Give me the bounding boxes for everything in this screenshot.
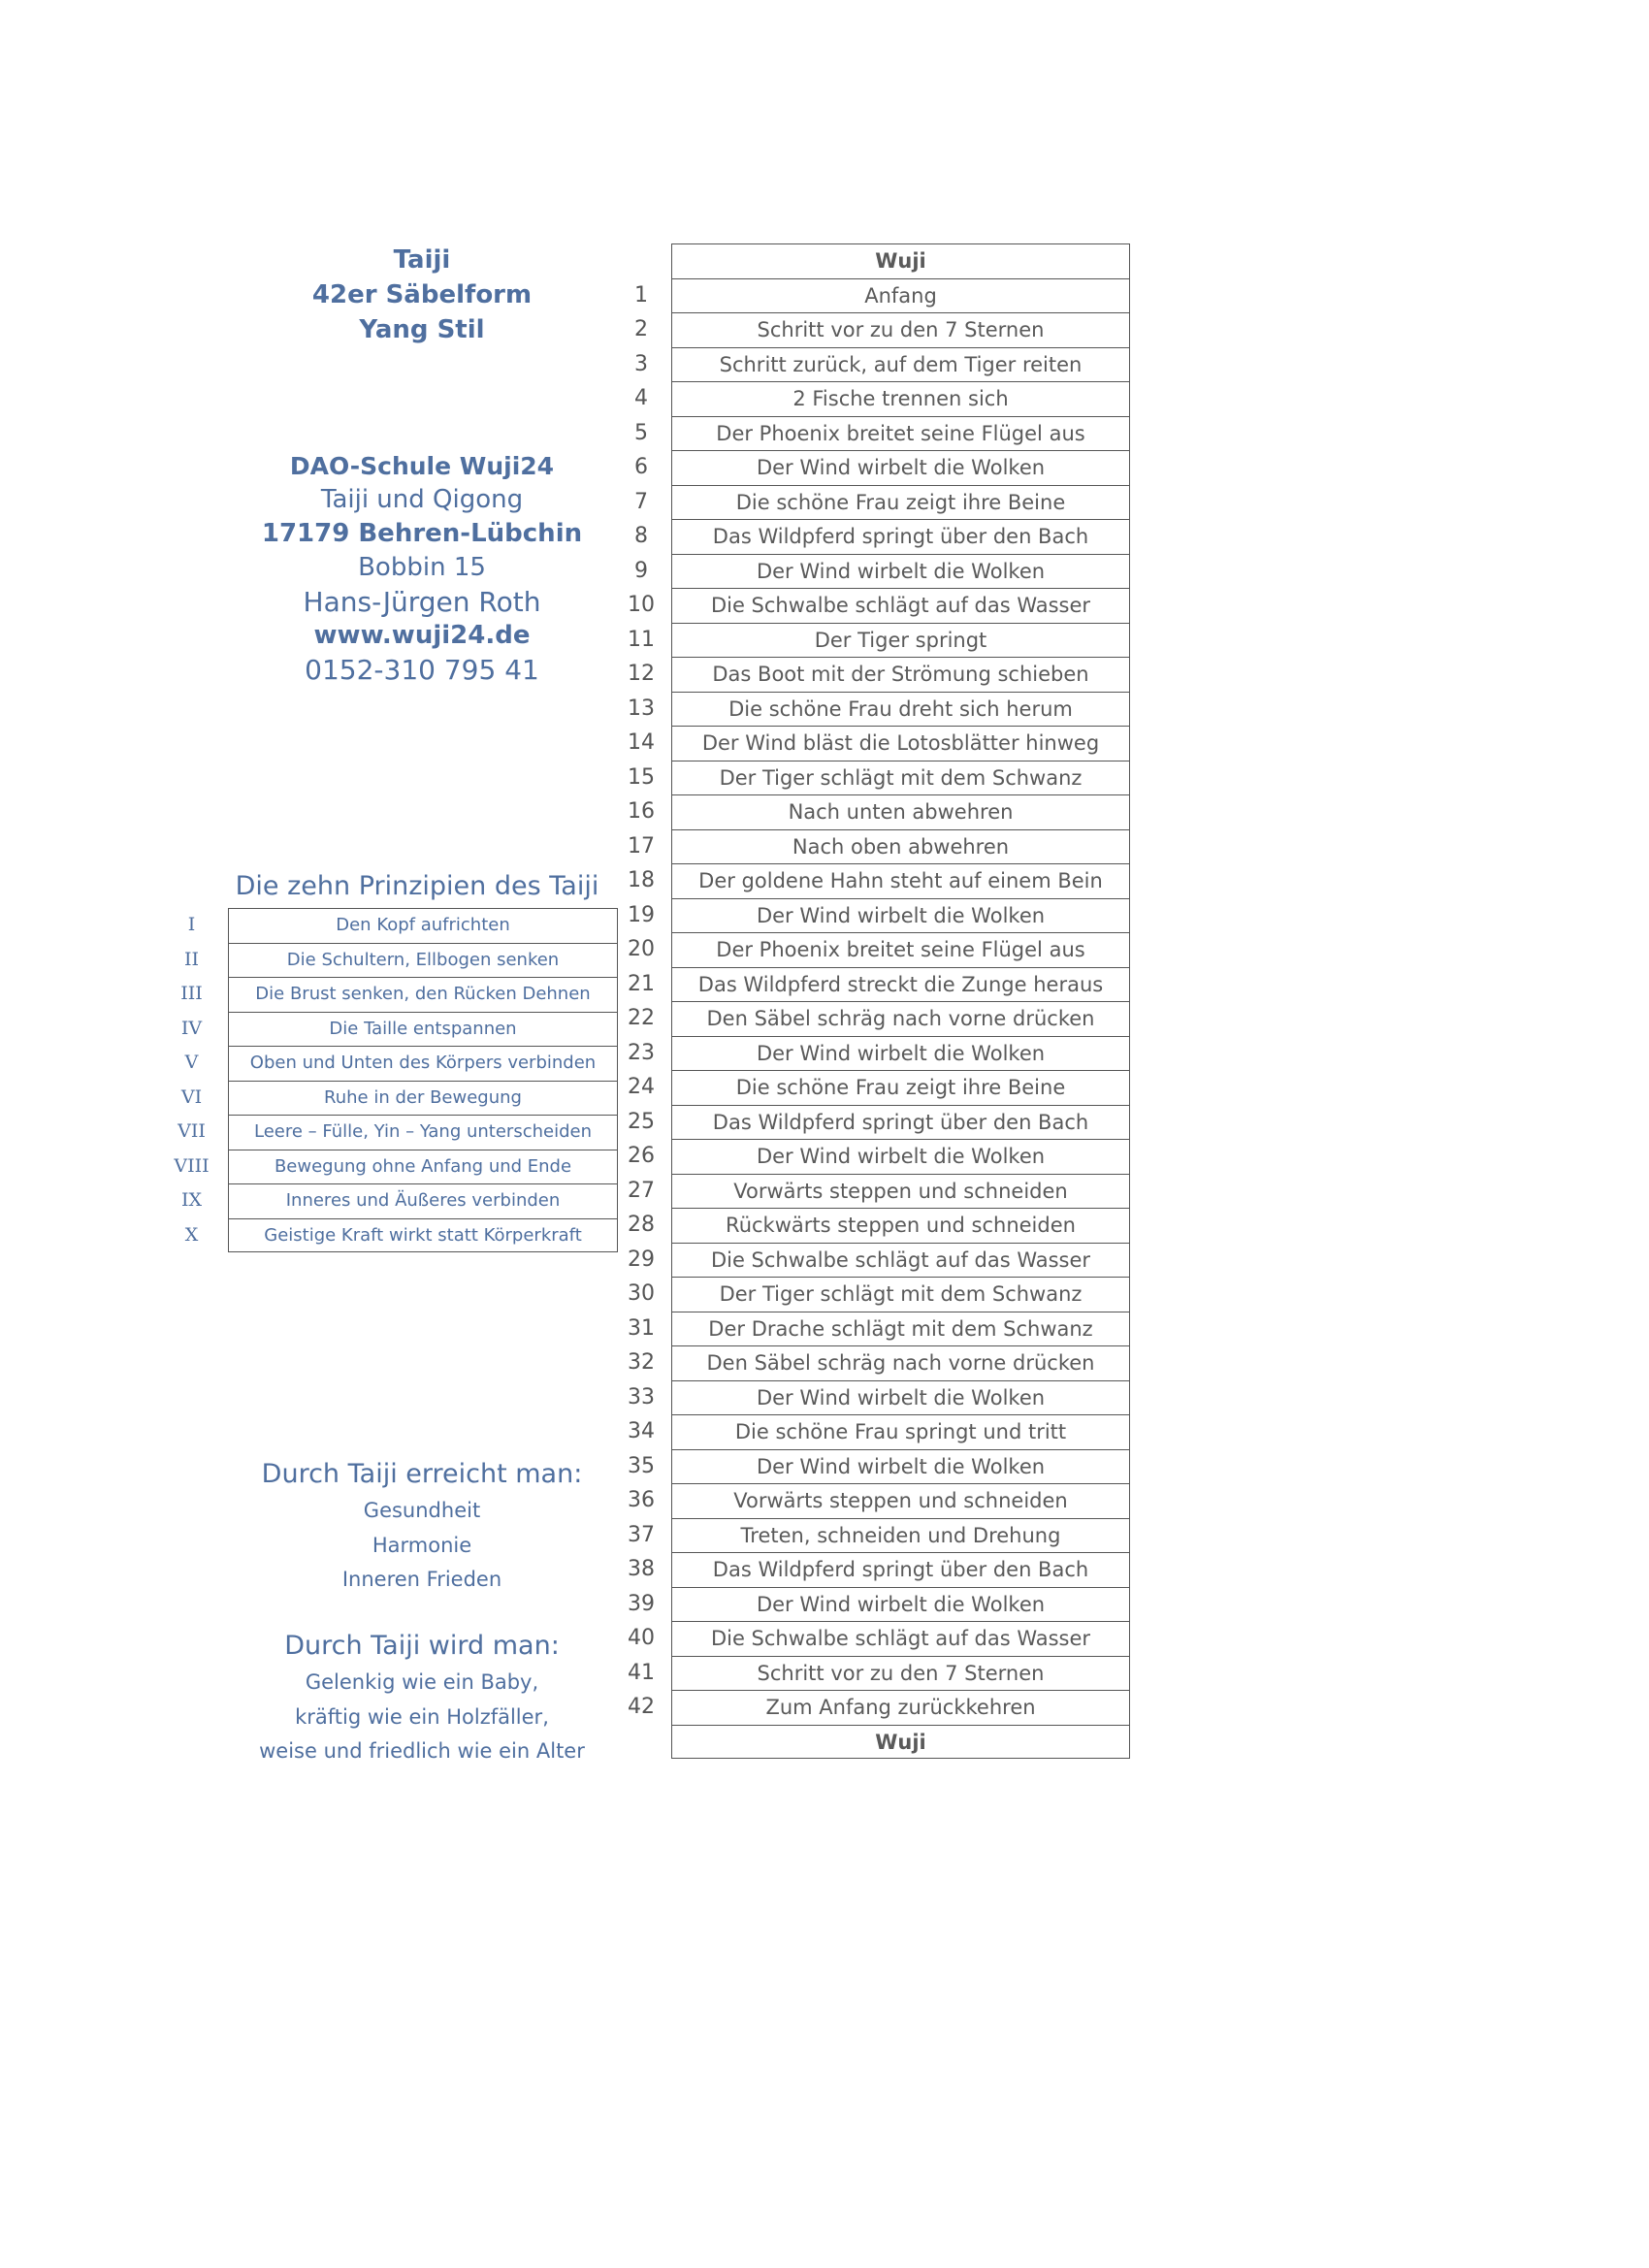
move-name: Die schöne Frau dreht sich herum [671,692,1130,727]
move-name: Die schöne Frau springt und tritt [671,1414,1130,1449]
principle-numeral: VIII [174,1154,210,1177]
move-number: 9 [634,558,648,583]
move-number: 10 [628,593,655,617]
move-row [611,1277,1130,1312]
move-name: Schritt vor zu den 7 Sternen [671,312,1130,347]
move-number: 29 [628,1247,655,1272]
principle-row [155,1081,618,1116]
principle-text: Geistige Kraft wirkt statt Körperkraft [228,1218,618,1253]
move-name: Vorwärts steppen und schneiden [671,1174,1130,1209]
principle-row [155,1183,618,1218]
move-number: 37 [628,1522,655,1547]
move-number: 33 [628,1384,655,1409]
school-street: Bobbin 15 [358,553,486,582]
move-row [611,863,1130,898]
school-website: www.wuji24.de [313,621,531,650]
principle-numeral: IX [180,1189,203,1211]
become-item: Gelenkig wie ein Baby, [305,1670,539,1694]
move-number: 35 [628,1453,655,1478]
title-block [175,243,669,347]
move-number: 28 [628,1213,655,1237]
move-name: Das Wildpferd streckt die Zunge heraus [671,967,1130,1002]
move-name: Das Wildpferd springt über den Bach [671,1552,1130,1587]
move-number: 2 [634,317,648,341]
move-number: 31 [628,1315,655,1341]
move-number: 6 [634,455,648,479]
move-row [611,1312,1130,1346]
move-name: Die Schwalbe schlägt auf das Wasser [671,1243,1130,1278]
school-person: Hans-Jürgen Roth [303,586,541,618]
move-name: Der Wind wirbelt die Wolken [671,1036,1130,1071]
principle-text: Bewegung ohne Anfang und Ende [228,1150,618,1184]
principle-numeral: V [184,1052,199,1073]
move-number: 25 [628,1109,655,1134]
school-phone: 0152-310 795 41 [305,654,539,686]
move-row [611,1036,1130,1071]
principle-row [155,943,618,978]
achieve-item: Gesundheit [363,1499,481,1522]
move-number: 14 [628,730,655,755]
move-row [611,1001,1130,1036]
move-number: 30 [628,1281,655,1306]
school-info [175,449,669,687]
move-row [611,347,1130,382]
move-name: Nach oben abwehren [671,829,1130,864]
move-name: Treten, schneiden und Drehung [671,1518,1130,1553]
move-name: Der Tiger springt [671,623,1130,658]
achieve-block [223,1455,621,1598]
principle-numeral: VII [178,1120,206,1142]
school-subtitle: Taiji und Qigong [320,485,524,514]
principle-row [155,1218,618,1253]
move-row [611,1243,1130,1278]
move-name: Zum Anfang zurückkehren [671,1690,1130,1725]
move-name: Der Wind wirbelt die Wolken [671,1587,1130,1622]
move-name: Das Wildpferd springt über den Bach [671,1105,1130,1140]
move-name: Die Schwalbe schlägt auf das Wasser [671,588,1130,623]
move-number: 40 [628,1626,655,1650]
become-heading: Durch Taiji wird man: [284,1631,560,1661]
move-name: Der Phoenix breitet seine Flügel aus [671,932,1130,967]
moves-table [611,243,1130,1759]
move-number: 23 [628,1040,655,1065]
move-name: Anfang [671,278,1130,313]
move-name: Der goldene Hahn steht auf einem Bein [671,863,1130,898]
move-row [611,381,1130,416]
move-row [611,1552,1130,1587]
principle-text: Leere – Fülle, Yin – Yang unterscheiden [228,1115,618,1150]
school-name: DAO-Schule Wuji24 [289,452,555,480]
move-row [611,1139,1130,1174]
principles-heading: Die zehn Prinzipien des Taiji [235,871,599,901]
move-row [611,898,1130,933]
move-number: 8 [634,524,648,548]
move-row [611,1656,1130,1691]
move-number [611,243,671,278]
move-number: 27 [628,1178,655,1203]
move-number [611,1725,671,1760]
move-name: Wuji [671,243,1130,278]
principle-text: Die Taille entspannen [228,1012,618,1047]
move-row [611,829,1130,864]
move-number: 13 [628,696,655,721]
move-number: 38 [628,1557,655,1581]
move-row [611,1414,1130,1449]
move-name: Rückwärts steppen und schneiden [671,1208,1130,1243]
move-row [611,588,1130,623]
move-number: 20 [628,937,655,961]
principle-row [155,1012,618,1047]
move-number: 19 [628,902,655,927]
move-name: Die schöne Frau zeigt ihre Beine [671,1070,1130,1105]
move-name: Den Säbel schräg nach vorne drücken [671,1345,1130,1380]
principle-numeral: IV [180,1017,203,1039]
title-line-3: Yang Stil [359,315,485,344]
move-name: Der Wind bläst die Lotosblätter hinweg [671,726,1130,761]
move-number: 11 [628,627,655,652]
move-name: Die Schwalbe schlägt auf das Wasser [671,1621,1130,1656]
move-row [611,1449,1130,1484]
move-number: 5 [634,420,648,445]
principle-text: Oben und Unten des Körpers verbinden [228,1046,618,1081]
move-number: 39 [628,1591,655,1616]
move-row [611,967,1130,1002]
move-row [611,1345,1130,1380]
move-row [611,794,1130,829]
move-number: 16 [628,799,655,824]
move-row [611,485,1130,520]
move-row [611,1621,1130,1656]
move-row [611,623,1130,658]
move-name: Nach unten abwehren [671,794,1130,829]
move-number: 34 [628,1419,655,1443]
become-item: kräftig wie ein Holzfäller, [295,1704,549,1729]
move-number: 4 [634,386,648,410]
principle-row [155,977,618,1012]
move-row [611,692,1130,727]
achieve-item: Harmonie [372,1533,472,1557]
principle-row [155,1150,618,1184]
move-row [611,1518,1130,1553]
move-number: 42 [628,1695,655,1719]
move-name: 2 Fische trennen sich [671,381,1130,416]
principle-text: Die Schultern, Ellbogen senken [228,943,618,978]
become-block [223,1627,621,1769]
principle-numeral: X [184,1223,199,1246]
move-name: Das Boot mit der Strömung schieben [671,657,1130,692]
school-city: 17179 Behren-Lübchin [261,519,583,548]
move-number: 15 [628,764,655,790]
move-number: 7 [634,489,648,514]
move-row [611,932,1130,967]
principle-numeral: III [180,983,203,1004]
move-row [611,519,1130,554]
move-number: 17 [628,833,655,859]
move-number: 1 [634,282,648,308]
move-number: 3 [634,351,648,376]
move-row [611,1070,1130,1105]
move-name: Die schöne Frau zeigt ihre Beine [671,485,1130,520]
move-name: Vorwärts steppen und schneiden [671,1483,1130,1518]
move-row [611,554,1130,589]
move-name: Der Tiger schlägt mit dem Schwanz [671,761,1130,795]
principles-table [155,908,618,1252]
move-number: 24 [628,1075,655,1099]
move-name: Wuji [671,1725,1130,1760]
move-name: Der Drache schlägt mit dem Schwanz [671,1312,1130,1346]
move-name: Der Wind wirbelt die Wolken [671,898,1130,933]
move-row [611,278,1130,313]
move-row [611,657,1130,692]
move-row [611,726,1130,761]
move-name: Schritt vor zu den 7 Sternen [671,1656,1130,1691]
become-item: weise und friedlich wie ein Alter [259,1739,585,1763]
move-row [611,1587,1130,1622]
move-name: Der Phoenix breitet seine Flügel aus [671,416,1130,451]
move-row [611,1690,1130,1725]
principle-numeral: I [187,914,196,935]
principle-row [155,908,618,943]
move-row [611,1105,1130,1140]
move-name: Der Wind wirbelt die Wolken [671,1139,1130,1174]
title-line-2: 42er Säbelform [311,280,533,309]
move-row [611,312,1130,347]
move-row [611,1208,1130,1243]
move-number: 22 [628,1006,655,1030]
move-row [611,243,1130,278]
title-line-1: Taiji [393,245,451,275]
principle-numeral: II [183,948,199,970]
move-name: Das Wildpferd springt über den Bach [671,519,1130,554]
move-row [611,1725,1130,1760]
move-number: 26 [628,1144,655,1168]
principle-numeral: VI [180,1085,203,1108]
move-name: Der Wind wirbelt die Wolken [671,1449,1130,1484]
move-name: Der Wind wirbelt die Wolken [671,554,1130,589]
principle-text: Ruhe in der Bewegung [228,1081,618,1116]
move-number: 21 [628,971,655,996]
principle-text: Den Kopf aufrichten [228,908,618,943]
move-name: Schritt zurück, auf dem Tiger reiten [671,347,1130,382]
move-number: 36 [628,1488,655,1512]
achieve-heading: Durch Taiji erreicht man: [261,1459,583,1489]
principle-text: Inneres und Äußeres verbinden [228,1183,618,1218]
move-row [611,1380,1130,1415]
move-number: 18 [628,868,655,892]
move-row [611,1174,1130,1209]
principle-text: Die Brust senken, den Rücken Dehnen [228,977,618,1012]
move-name: Der Tiger schlägt mit dem Schwanz [671,1277,1130,1312]
move-row [611,761,1130,795]
principle-row [155,1046,618,1081]
achieve-item: Inneren Frieden [341,1568,502,1591]
move-row [611,416,1130,451]
move-name: Der Wind wirbelt die Wolken [671,450,1130,485]
principle-row [155,1115,618,1150]
move-number: 41 [628,1660,655,1685]
move-row [611,450,1130,485]
move-number: 32 [628,1350,655,1375]
move-row [611,1483,1130,1518]
move-number: 12 [628,662,655,686]
move-name: Der Wind wirbelt die Wolken [671,1380,1130,1415]
move-name: Den Säbel schräg nach vorne drücken [671,1001,1130,1036]
